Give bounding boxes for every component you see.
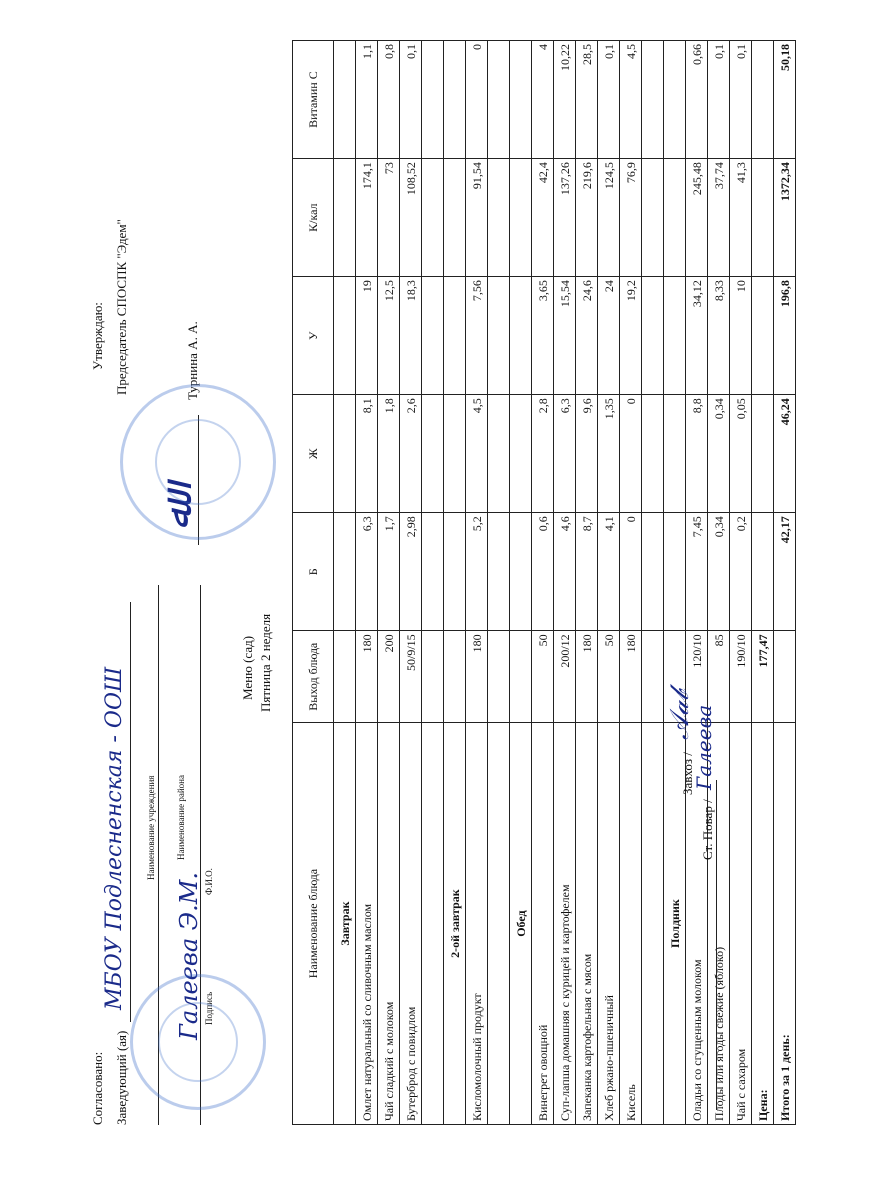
dish-carbs: 24 (598, 277, 620, 395)
dish-protein: 2,98 (400, 513, 422, 631)
cook-line (716, 780, 717, 1110)
dish-protein: 4,1 (598, 513, 620, 631)
table-row (730, 41, 752, 1125)
table-row (554, 41, 576, 1125)
dish-name: Бутерброд с повидлом (400, 723, 422, 1125)
dish-fat: 1,8 (378, 395, 400, 513)
dish-name: Винегрет овощной (532, 723, 554, 1125)
dish-kcal: 41,3 (730, 159, 752, 277)
dish-fat: 0,05 (730, 395, 752, 513)
dish-output: 50/9/15 (400, 631, 422, 723)
dish-carbs: 34,12 (686, 277, 708, 395)
dish-kcal: 219,6 (576, 159, 598, 277)
dish-carbs: 10 (730, 277, 752, 395)
dish-fat: 4,5 (466, 395, 488, 513)
section-snack: Полдник (664, 723, 686, 1125)
dish-protein: 0,6 (532, 513, 554, 631)
dish-fat: 8,1 (356, 395, 378, 513)
dish-name: Кисломолочный продукт (466, 723, 488, 1125)
dish-vitamin-c: 0,8 (378, 41, 400, 159)
price-row (752, 41, 774, 1125)
dish-vitamin-c: 0,1 (708, 41, 730, 159)
total-output (774, 631, 796, 723)
dish-fat: 6,3 (554, 395, 576, 513)
section-row (334, 41, 356, 1125)
dish-output: 120/10 (686, 631, 708, 723)
dish-vitamin-c: 0,66 (686, 41, 708, 159)
dish-vitamin-c: 4,5 (620, 41, 642, 159)
dish-output: 50 (598, 631, 620, 723)
dish-output: 200/12 (554, 631, 576, 723)
table-row (356, 41, 378, 1125)
total-row (774, 41, 796, 1125)
empty-row (642, 41, 664, 1125)
stamp-left-inner (158, 1002, 238, 1082)
head-label: Заведующий (ая) (114, 1030, 129, 1125)
dish-vitamin-c: 1,1 (356, 41, 378, 159)
cook-label: Ст. Повар / (700, 799, 715, 860)
dish-kcal: 137,26 (554, 159, 576, 277)
dish-vitamin-c: 28,5 (576, 41, 598, 159)
table-row (686, 41, 708, 1125)
agreed-label: Согласовано: (90, 1051, 105, 1125)
menu-title: Меню (сад) (240, 635, 255, 700)
dish-carbs: 24,6 (576, 277, 598, 395)
dish-vitamin-c: 4 (532, 41, 554, 159)
dish-carbs: 19 (356, 277, 378, 395)
dish-kcal: 174,1 (356, 159, 378, 277)
dish-protein: 1,7 (378, 513, 400, 631)
table-row (708, 41, 730, 1125)
head-handwriting: МБОУ Подлесненская - ООШ (102, 666, 127, 1010)
storekeeper-signature: 𝒜𝒶𝒷 (665, 689, 695, 740)
table-row (620, 41, 642, 1125)
dish-output: 190/10 (730, 631, 752, 723)
dish-protein: 5,2 (466, 513, 488, 631)
dish-kcal: 37,74 (708, 159, 730, 277)
dish-output: 180 (620, 631, 642, 723)
chairman-signature: ﷲ (155, 506, 201, 530)
total-carbs: 196,8 (774, 277, 796, 395)
empty-row (488, 41, 510, 1125)
dish-carbs: 7,56 (466, 277, 488, 395)
dish-carbs: 19,2 (620, 277, 642, 395)
dish-kcal: 108,52 (400, 159, 422, 277)
dish-output: 180 (576, 631, 598, 723)
section-row (664, 41, 686, 1125)
menu-sheet (80, 40, 792, 1140)
dish-output: 180 (356, 631, 378, 723)
dish-carbs: 3,65 (532, 277, 554, 395)
dish-fat: 8,8 (686, 395, 708, 513)
district-caption: Наименование района (176, 775, 186, 860)
dish-fat: 2,8 (532, 395, 554, 513)
dish-fat: 2,6 (400, 395, 422, 513)
menu-day: Пятница 2 неделя (258, 613, 273, 712)
head-line (130, 602, 131, 1022)
total-protein: 42,17 (774, 513, 796, 631)
cook-signature: Галеева (692, 704, 716, 790)
header-carbs: У (293, 277, 334, 395)
stamp-left (130, 974, 266, 1110)
dish-kcal: 42,4 (532, 159, 554, 277)
total-kcal: 1372,34 (774, 159, 796, 277)
header-protein: Б (293, 513, 334, 631)
dish-protein: 6,3 (356, 513, 378, 631)
dish-name: Запеканка картофельная с мясом (576, 723, 598, 1125)
section-breakfast: Завтрак (334, 723, 356, 1125)
header-vitamin-c: Витамин С (293, 41, 334, 159)
price-value: 177,47 (752, 631, 774, 723)
section-row (510, 41, 532, 1125)
stamp-right (120, 384, 276, 540)
institution-caption: Наименование учреждения (146, 775, 156, 880)
dish-carbs: 18,3 (400, 277, 422, 395)
dish-name: Плоды или ягоды свежие (яблоко) (708, 723, 730, 1125)
sign-handwriting: Галеева Э.М. (175, 872, 203, 1040)
total-label: Итого за 1 день: (774, 723, 796, 1125)
table-row (400, 41, 422, 1125)
header-fat: Ж (293, 395, 334, 513)
dish-name: Чай с сахаром (730, 723, 752, 1125)
dish-protein: 0,2 (730, 513, 752, 631)
dish-vitamin-c: 0,1 (730, 41, 752, 159)
dish-kcal: 76,9 (620, 159, 642, 277)
dish-vitamin-c: 0,1 (400, 41, 422, 159)
dish-name: Омлет натуральный со сливочным маслом (356, 723, 378, 1125)
chairman-name: Турнина А. А. (185, 321, 200, 400)
dish-kcal: 124,5 (598, 159, 620, 277)
dish-kcal: 91,54 (466, 159, 488, 277)
empty-row (422, 41, 444, 1125)
stamp-right-inner (155, 419, 241, 505)
fio-caption: Ф.И.О. (204, 868, 214, 895)
section-row (444, 41, 466, 1125)
table-header-row (293, 41, 334, 1125)
dish-name: Чай сладкий с молоком (378, 723, 400, 1125)
dish-output: 180 (466, 631, 488, 723)
dish-name: Хлеб ржано-пшеничный (598, 723, 620, 1125)
chairman-label: Председатель СПОСПК "Эдем" (114, 219, 129, 395)
table-row (532, 41, 554, 1125)
dish-name: Кисель (620, 723, 642, 1125)
menu-table (292, 40, 796, 1125)
dish-vitamin-c: 10,22 (554, 41, 576, 159)
total-vitamin-c: 50,18 (774, 41, 796, 159)
dish-vitamin-c: 0,1 (598, 41, 620, 159)
table-row (378, 41, 400, 1125)
dish-output: 50 (532, 631, 554, 723)
dish-name: Оладьи со сгущенным молоком (686, 723, 708, 1125)
dish-kcal: 245,48 (686, 159, 708, 277)
dish-carbs: 8,33 (708, 277, 730, 395)
dish-protein: 0,34 (708, 513, 730, 631)
storekeeper-label: Завхоз / (680, 752, 695, 795)
header-output: Выход блюда (293, 631, 334, 723)
section-lunch: Обед (510, 723, 532, 1125)
table-row (576, 41, 598, 1125)
dish-protein: 0 (620, 513, 642, 631)
dish-protein: 7,45 (686, 513, 708, 631)
dish-vitamin-c: 0 (466, 41, 488, 159)
dish-output: 85 (708, 631, 730, 723)
total-fat: 46,24 (774, 395, 796, 513)
dish-kcal: 73 (378, 159, 400, 277)
table-row (598, 41, 620, 1125)
header-name: Наименование блюда (293, 723, 334, 1125)
signature-caption: Подпись (204, 991, 214, 1025)
dish-protein: 4,6 (554, 513, 576, 631)
dish-fat: 0,34 (708, 395, 730, 513)
dish-fat: 1,35 (598, 395, 620, 513)
dish-protein: 8,7 (576, 513, 598, 631)
dish-fat: 0 (620, 395, 642, 513)
dish-fat: 9,6 (576, 395, 598, 513)
header-kcal: К/кал (293, 159, 334, 277)
section-second-breakfast: 2-ой завтрак (444, 723, 466, 1125)
dish-carbs: 12,5 (378, 277, 400, 395)
price-label: Цена: (752, 723, 774, 1125)
dish-carbs: 15,54 (554, 277, 576, 395)
dish-name: Суп-лапша домашняя с курицей и картофелем (554, 723, 576, 1125)
dish-output: 200 (378, 631, 400, 723)
approved-label: Утверждаю: (90, 302, 105, 370)
table-row (466, 41, 488, 1125)
